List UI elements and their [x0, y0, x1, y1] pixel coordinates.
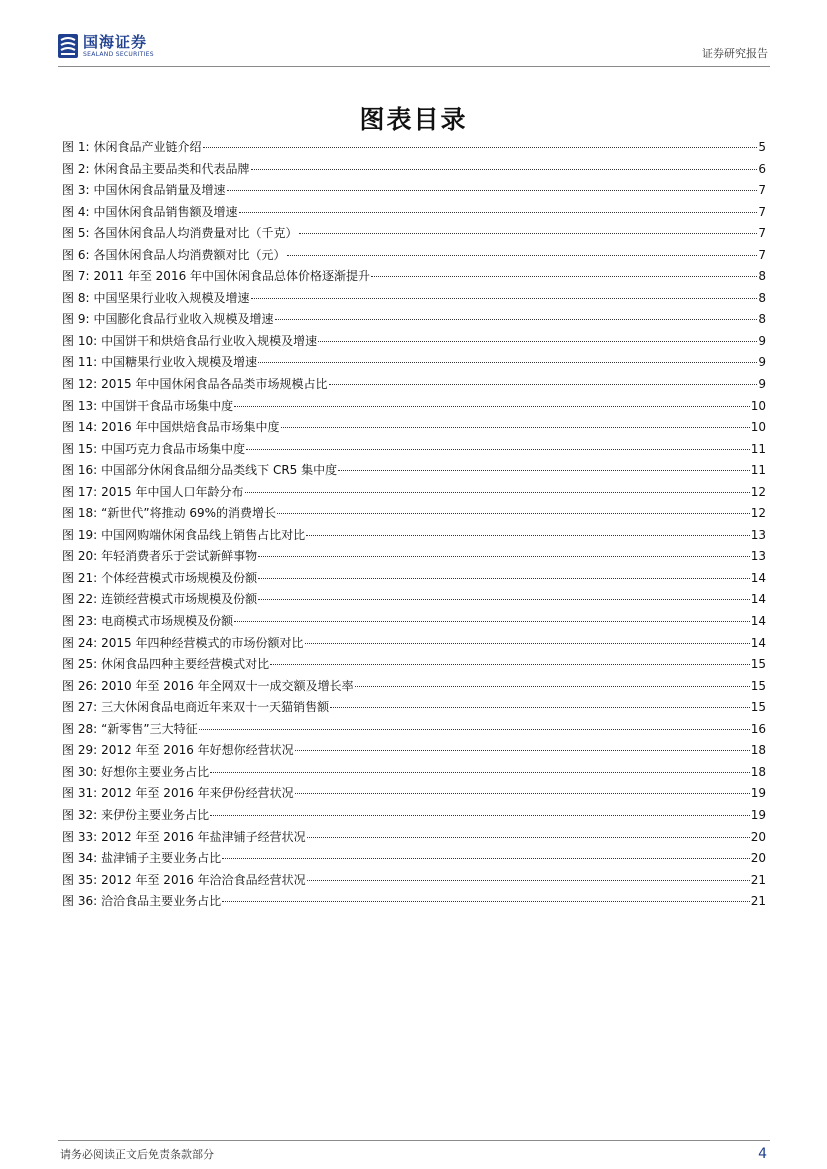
toc-entry-title: 中国饼干食品市场集中度: [101, 398, 234, 413]
toc-leader-dots: [330, 707, 750, 708]
toc-entry[interactable]: [62, 892, 766, 914]
toc-entry-page: 15: [750, 657, 766, 672]
toc-entry-label: 图 18:: [62, 506, 98, 521]
toc-entry-title: 洽洽食品主要业务占比: [101, 894, 222, 909]
toc-entry-label: 图 2:: [62, 161, 90, 176]
toc-entry[interactable]: [62, 504, 766, 526]
toc-entry[interactable]: [62, 289, 766, 311]
toc-entry-title: 中国休闲食品销售额及增速: [93, 204, 238, 219]
toc-entry[interactable]: [62, 547, 766, 569]
toc-leader-dots: [329, 384, 758, 385]
toc-entry-label: 图 31:: [62, 786, 98, 801]
toc-entry-title: 中国饼干和烘焙食品行业收入规模及增速: [101, 333, 318, 348]
toc-entry-label: 图 29:: [62, 743, 98, 758]
toc-entry-page: 15: [750, 700, 766, 715]
toc-entry-title: 2010 年至 2016 年全网双十一成交额及增长率: [101, 678, 354, 693]
toc-entry-title: 休闲食品四种主要经营模式对比: [101, 657, 270, 672]
toc-leader-dots: [258, 578, 750, 579]
toc-entry-label: 图 1:: [62, 140, 90, 154]
toc-entry[interactable]: [62, 634, 766, 656]
toc-entry-title: 休闲食品主要品类和代表品牌: [93, 161, 250, 176]
toc-entry-page: 10: [750, 420, 766, 435]
toc-leader-dots: [306, 535, 750, 536]
toc-entry[interactable]: [62, 483, 766, 505]
toc-entry[interactable]: [62, 418, 766, 440]
toc-entry[interactable]: [62, 806, 766, 828]
toc-leader-dots: [227, 190, 758, 191]
toc-leader-dots: [305, 643, 750, 644]
company-logo: [58, 34, 154, 59]
toc-entry[interactable]: [62, 677, 766, 699]
toc-entry-label: 图 10:: [62, 333, 98, 348]
toc-entry[interactable]: [62, 332, 766, 354]
toc-entry-title: 中国休闲食品销量及增速: [93, 183, 226, 198]
toc-entry-title: 2012 年至 2016 年好想你经营状况: [101, 743, 294, 758]
toc-entry-page: 11: [750, 441, 766, 456]
toc-entry-title: 中国网购端休闲食品线上销售占比对比: [101, 527, 306, 542]
toc-entry-label: 图 8:: [62, 290, 90, 305]
toc-entry-page: 5: [758, 140, 766, 154]
toc-leader-dots: [234, 406, 750, 407]
toc-entry[interactable]: [62, 224, 766, 246]
toc-entry-page: 6: [758, 161, 766, 176]
toc-entry[interactable]: [62, 397, 766, 419]
toc-entry[interactable]: [62, 160, 766, 182]
toc-entry-page: 21: [750, 872, 766, 887]
toc-entry-label: 图 22:: [62, 592, 98, 607]
toc-entry-label: 图 36:: [62, 894, 98, 909]
toc-leader-dots: [258, 362, 757, 363]
toc-entry-page: 13: [750, 549, 766, 564]
toc-entry[interactable]: [62, 267, 766, 289]
toc-entry-title: 中国膨化食品行业收入规模及增速: [93, 312, 274, 327]
toc-entry-page: 15: [750, 678, 766, 693]
toc-entry-title: 中国部分休闲食品细分品类线下 CR5 集中度: [101, 463, 338, 478]
toc-entry[interactable]: [62, 461, 766, 483]
footer-divider: [58, 1140, 770, 1141]
toc-entry-page: 13: [750, 527, 766, 542]
toc-leader-dots: [295, 750, 750, 751]
toc-entry-title: 2015 年四种经营模式的市场份额对比: [101, 635, 304, 650]
toc-entry[interactable]: [62, 590, 766, 612]
toc-entry-title: “新零售”三大特征: [101, 721, 198, 736]
toc-entry-page: 16: [750, 721, 766, 736]
toc-entry-page: 9: [758, 355, 766, 370]
toc-leader-dots: [234, 621, 750, 622]
toc-entry[interactable]: [62, 763, 766, 785]
toc-entry[interactable]: [62, 569, 766, 591]
toc-leader-dots: [203, 147, 758, 148]
logo-chinese-name: 国海证券: [83, 33, 148, 51]
toc-entry-title: 2012 年至 2016 年洽洽食品经营状况: [101, 872, 306, 887]
toc-entry[interactable]: [62, 138, 766, 160]
toc-leader-dots: [338, 470, 750, 471]
figure-list: [62, 138, 766, 914]
toc-entry-title: 2012 年至 2016 年盐津铺子经营状况: [101, 829, 306, 844]
toc-entry-label: 图 12:: [62, 377, 98, 392]
toc-entry-label: 图 32:: [62, 807, 98, 822]
toc-entry[interactable]: [62, 526, 766, 548]
toc-entry-page: 8: [758, 290, 766, 305]
toc-entry-title: 三大休闲食品电商近年来双十一天猫销售额: [101, 700, 330, 715]
toc-entry-title: 各国休闲食品人均消费量对比（千克）: [93, 226, 298, 241]
header-divider: [58, 66, 770, 67]
report-type: 证券研究报告: [702, 47, 768, 60]
toc-entry-page: 8: [758, 312, 766, 327]
toc-entry-title: 中国坚果行业收入规模及增速: [93, 290, 250, 305]
toc-entry-label: 图 34:: [62, 851, 98, 866]
toc-entry-label: 图 7:: [62, 269, 90, 284]
toc-entry-label: 图 26:: [62, 678, 98, 693]
toc-leader-dots: [355, 686, 750, 687]
toc-entry-title: 来伊份主要业务占比: [101, 807, 210, 822]
toc-entry-label: 图 11:: [62, 355, 98, 370]
page-number: 4: [758, 1146, 767, 1162]
toc-entry-page: 7: [758, 247, 766, 262]
toc-entry[interactable]: [62, 698, 766, 720]
toc-leader-dots: [258, 556, 750, 557]
toc-entry-label: 图 30:: [62, 764, 98, 779]
toc-entry-label: 图 20:: [62, 549, 98, 564]
toc-leader-dots: [277, 513, 750, 514]
toc-entry[interactable]: [62, 741, 766, 763]
toc-entry-page: 11: [750, 463, 766, 478]
toc-leader-dots: [251, 169, 758, 170]
toc-leader-dots: [210, 815, 750, 816]
toc-leader-dots: [239, 212, 758, 213]
logo-english-name: SEALAND SECURITIES: [83, 51, 154, 58]
toc-entry[interactable]: [62, 784, 766, 806]
toc-entry-label: 图 17:: [62, 484, 98, 499]
toc-entry[interactable]: [62, 655, 766, 677]
toc-leader-dots: [371, 276, 757, 277]
toc-entry-page: 7: [758, 183, 766, 198]
page-header: [58, 34, 768, 64]
toc-entry-label: 图 35:: [62, 872, 98, 887]
toc-leader-dots: [275, 319, 758, 320]
toc-entry[interactable]: [62, 203, 766, 225]
toc-entry-label: 图 25:: [62, 657, 98, 672]
toc-entry-label: 图 13:: [62, 398, 98, 413]
toc-entry-title: 中国巧克力食品市场集中度: [101, 441, 246, 456]
toc-entry-page: 7: [758, 226, 766, 241]
toc-entry-title: 盐津铺子主要业务占比: [101, 851, 222, 866]
toc-entry-title: 2016 年中国烘焙食品市场集中度: [101, 420, 280, 435]
toc-entry-page: 19: [750, 807, 766, 822]
toc-entry-label: 图 27:: [62, 700, 98, 715]
toc-entry-label: 图 3:: [62, 183, 90, 198]
toc-entry[interactable]: [62, 353, 766, 375]
toc-entry-title: 2011 年至 2016 年中国休闲食品总体价格逐渐提升: [93, 269, 371, 284]
toc-entry-label: 图 6:: [62, 247, 90, 262]
toc-entry-page: 9: [758, 333, 766, 348]
toc-leader-dots: [246, 449, 750, 450]
toc-entry-title: 连锁经营模式市场规模及份额: [101, 592, 258, 607]
toc-leader-dots: [299, 233, 758, 234]
toc-entry[interactable]: [62, 440, 766, 462]
toc-entry-page: 14: [750, 592, 766, 607]
toc-entry-title: 个体经营模式市场规模及份额: [101, 570, 258, 585]
toc-entry-title: 年轻消费者乐于尝试新鲜事物: [101, 549, 258, 564]
toc-entry-label: 图 28:: [62, 721, 98, 736]
toc-entry-page: 14: [750, 635, 766, 650]
toc-entry-label: 图 16:: [62, 463, 98, 478]
toc-leader-dots: [281, 427, 750, 428]
toc-entry[interactable]: [62, 612, 766, 634]
toc-entry-page: 18: [750, 743, 766, 758]
toc-entry-label: 图 5:: [62, 226, 90, 241]
toc-entry-page: 12: [750, 484, 766, 499]
toc-entry-label: 图 9:: [62, 312, 90, 327]
toc-entry-page: 20: [750, 851, 766, 866]
toc-entry-label: 图 21:: [62, 570, 98, 585]
toc-leader-dots: [222, 858, 750, 859]
toc-entry-title: 好想你主要业务占比: [101, 764, 210, 779]
disclaimer-note: 请务必阅读正文后免责条款部分: [60, 1148, 214, 1161]
toc-entry-page: 21: [750, 894, 766, 909]
toc-entry-page: 9: [758, 377, 766, 392]
toc-entry-label: 图 33:: [62, 829, 98, 844]
toc-entry-label: 图 19:: [62, 527, 98, 542]
toc-leader-dots: [270, 664, 750, 665]
toc-entry-page: 7: [758, 204, 766, 219]
toc-entry-title: “新世代”将推动 69%的消费增长: [101, 506, 277, 521]
sealand-logo-icon: [58, 34, 78, 58]
toc-entry[interactable]: [62, 310, 766, 332]
toc-leader-dots: [245, 492, 750, 493]
toc-entry-label: 图 14:: [62, 420, 98, 435]
toc-entry-title: 2015 年中国休闲食品各品类市场规模占比: [101, 377, 328, 392]
toc-entry-page: 18: [750, 764, 766, 779]
toc-entry-title: 休闲食品产业链介绍: [93, 140, 202, 154]
toc-entry[interactable]: [62, 246, 766, 268]
toc-leader-dots: [287, 255, 758, 256]
toc-leader-dots: [307, 880, 750, 881]
toc-entry-page: 8: [758, 269, 766, 284]
toc-entry[interactable]: [62, 849, 766, 871]
toc-entry[interactable]: [62, 828, 766, 850]
page-title: 图表目录: [359, 105, 468, 134]
toc-leader-dots: [222, 901, 750, 902]
toc-leader-dots: [251, 298, 758, 299]
toc-entry-title: 各国休闲食品人均消费额对比（元）: [93, 247, 286, 262]
toc-entry-label: 图 4:: [62, 204, 90, 219]
toc-entry-title: 中国糖果行业收入规模及增速: [101, 355, 258, 370]
toc-leader-dots: [210, 772, 750, 773]
toc-entry-page: 19: [750, 786, 766, 801]
toc-entry[interactable]: [62, 375, 766, 397]
toc-entry-title: 2012 年至 2016 年来伊份经营状况: [101, 786, 294, 801]
toc-entry-label: 图 23:: [62, 614, 98, 629]
toc-entry-label: 图 24:: [62, 635, 98, 650]
toc-entry-title: 电商模式市场规模及份额: [101, 614, 234, 629]
toc-leader-dots: [199, 729, 750, 730]
toc-entry-page: 14: [750, 570, 766, 585]
toc-entry-page: 12: [750, 506, 766, 521]
toc-entry-page: 10: [750, 398, 766, 413]
toc-entry[interactable]: [62, 720, 766, 742]
toc-entry-page: 14: [750, 614, 766, 629]
toc-leader-dots: [307, 837, 750, 838]
toc-entry-label: 图 15:: [62, 441, 98, 456]
toc-entry[interactable]: [62, 181, 766, 203]
toc-leader-dots: [295, 793, 750, 794]
toc-leader-dots: [258, 599, 750, 600]
toc-entry-page: 20: [750, 829, 766, 844]
toc-leader-dots: [318, 341, 757, 342]
toc-entry-title: 2015 年中国人口年龄分布: [101, 484, 244, 499]
toc-entry[interactable]: [62, 871, 766, 893]
